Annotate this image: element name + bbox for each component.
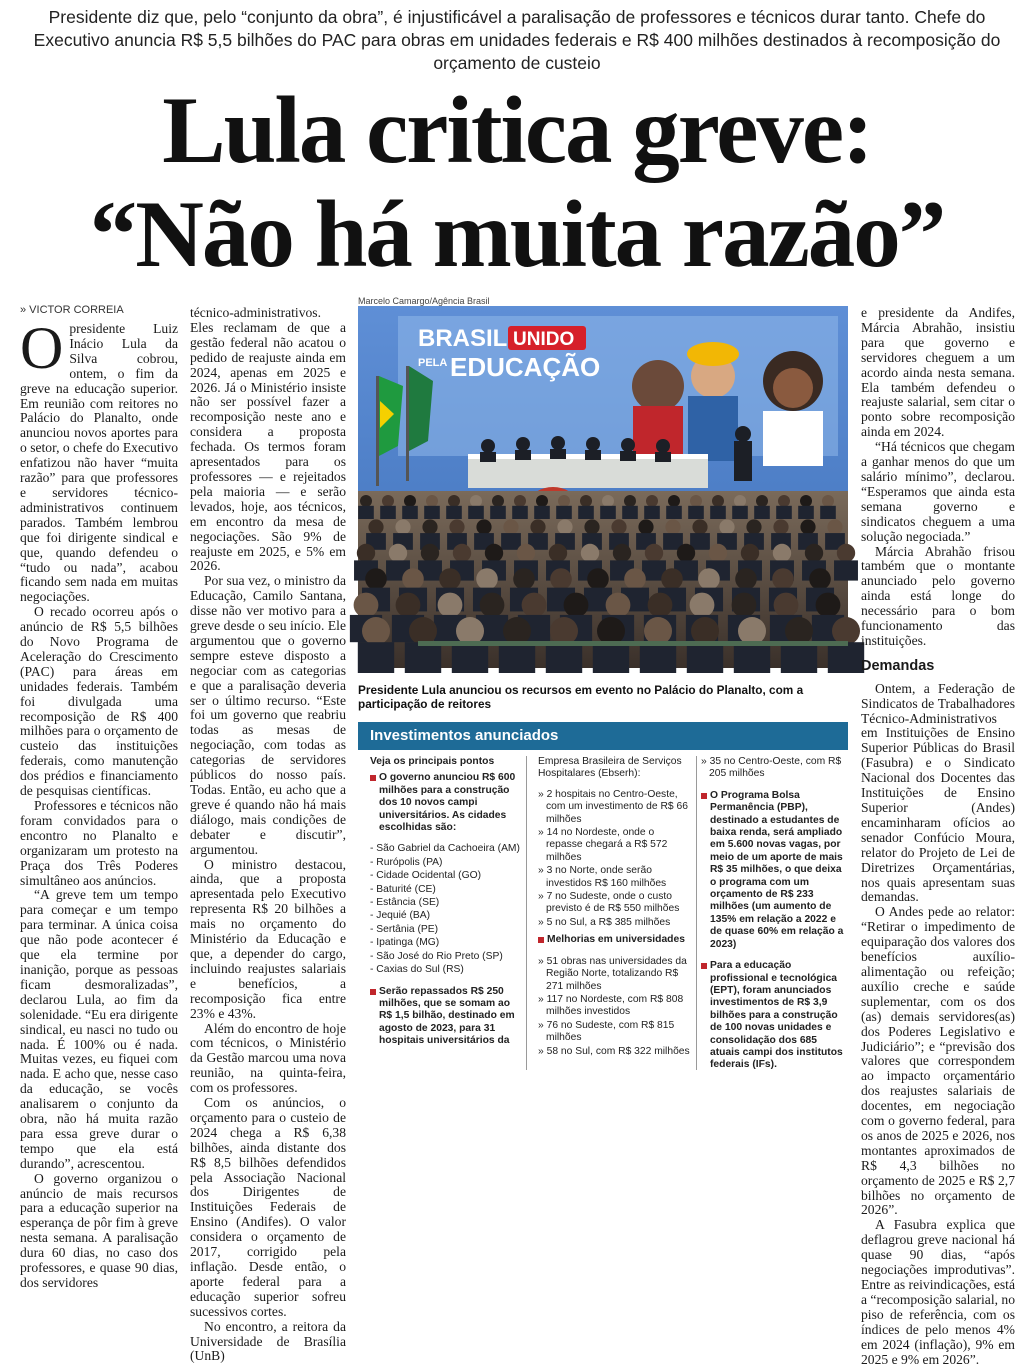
list-item: » 35 no Centro-Oeste, com R$ 205 milhões — [701, 756, 842, 780]
event-photo — [358, 306, 848, 668]
paragraph: O Andes pede ao relator: “Retirar o impedimento de equiparação dos valores dos benefícios auxílio-alimentação ou refeição; auxílio creche e saúde suplementar, com os dos (as) demais servidores(as) dos Poderes Legislativo e Judiciário”; e “previsão dos valores que correspondem ao impacto orçamentário dos reajustes salariais de docentes, em negociação com o governo federal, para os anos de 2025 e 2026, nos montantes aproximados de R$ 4,3 bilhões no orçamento de 2025 e R$ 2,7 bilhões no orçamento de 2026”. — [861, 904, 1015, 1218]
improvements-list — [538, 956, 693, 1058]
box-columns — [358, 750, 848, 1072]
paragraph: Márcia Abrahão frisou também que o montante anunciado pelo governo ainda está longe do necessário para o bom funcionamento das instituições. — [861, 543, 1015, 648]
list-item: - Estância (SE) — [370, 897, 440, 909]
banner-unido-text: UNIDO — [513, 329, 575, 350]
box-column-3 — [701, 756, 846, 1072]
paragraph: Ontem, a Federação de Sindicatos de Trabalhadores Técnico-Administrativos em Instituições de Ensino Superior Públicas do Brasil (Fasubra) e o Sindicato Nacional dos Docentes das Instituições de Ensino Superior (Andes) encaminharam ofícios ao senador Confúcio Moura, relator do Projeto de Lei de Diretrizes Orçamentárias, nos quais apresentam suas demandas. — [861, 680, 1015, 905]
photo-credit: Marcelo Camargo/Agência Brasil — [358, 296, 490, 306]
list-item: » 76 no Sudeste, com R$ 815 milhões — [538, 1019, 675, 1044]
paragraph: e presidente da Andifes, Márcia Abrahão, insistiu para que governo e servidores cheguem a um acordo ainda nesta semana. Ela também defendeu o reajuste salarial, sem citar o ponto sobre recomposição ainda em 2024. — [861, 305, 1015, 440]
divider — [696, 756, 697, 1070]
list-item: - Rurópolis (PA) — [370, 856, 443, 868]
drop-cap: O — [20, 315, 64, 381]
article-column-3 — [861, 305, 1015, 1367]
divider — [526, 756, 527, 1070]
paragraph: O governo organizou o anúncio de mais recursos para a educação superior na esperança de pôr fim à greve nesta semana. A paralisação dura 60 dias, no caso dos professores, e quase 90 dias, dos servidores — [20, 1170, 178, 1290]
paragraph: No encontro, a reitora da Universidade de Brasília (UnB) — [190, 1318, 346, 1364]
list-item: » 58 no Sul, com R$ 322 milhões — [538, 1045, 690, 1057]
list-item: » 7 no Sudeste, onde o custo previsto é de R$ 550 milhões — [538, 891, 680, 915]
list-item: - Caxias do Sul (RS) — [370, 964, 464, 976]
list-item: - Cidade Ocidental (GO) — [370, 870, 482, 882]
photo-caption: Presidente Lula anunciou os recursos em evento no Palácio do Planalto, com a participação de reitores — [358, 683, 804, 711]
list-item: - Ipatinga (MG) — [370, 937, 440, 949]
paragraph: Por sua vez, o ministro da Educação, Camilo Santana, disse não ver motivo para a greve desde o seu início. Ele argumentou que o governo sempre esteve disposto a negociar com as categorias e que a paralisação deveria ser o último recurso. “Este foi um governo que reabriu todas as mesas de negociação, com todas as categorias de servidores públicos do nosso país. Todas. Então, eu acho que a greve é quando não há mais diálogo, mais condições de debater e discutir”, argumentou. — [190, 573, 346, 857]
bullet-item: O governo anunciou R$ 600 milhões para a construção dos 10 novos campi universitários. As cidades escolhidas são: — [370, 772, 520, 834]
list-item: » 5 no Sul, a R$ 385 milhões — [538, 916, 671, 928]
list-item: » 51 obras nas universidades da Região Norte, totalizando R$ 271 milhões — [538, 955, 687, 992]
bullet-item: Serão repassados R$ 250 milhões, que se somam ao R$ 1,5 bilhão, destinado em agosto de 2023, para 31 hospitais universitários da — [370, 986, 520, 1048]
list-item: » 14 no Nordeste, onde o repasse chegará a R$ 572 milhões — [538, 827, 668, 863]
hospitals-list — [538, 789, 693, 929]
list-item: - Jequié (BA) — [370, 910, 431, 922]
list-item: - Baturité (CE) — [370, 883, 436, 895]
paragraph: O ministro destacou, ainda, que a proposta apresentada pelo Executivo representa R$ 20 bilhões a mais no orçamento do Ministério da Educação e que, a depender do cargo, incluindo reajustes salariais e benefícios, a recomposição fica entre 23% e 43%. — [190, 856, 346, 1021]
bullet-item: Para a educação profissional e tecnológica (EPT), foram anunciados investimentos de R$ 3,9 bilhões para a construção de 100 novas unidades e consolidação dos 685 atuais campi dos institutos federais (IFs). — [701, 960, 846, 1072]
cities-list — [370, 843, 520, 976]
headline-line-1: Lula critica greve: — [162, 77, 872, 183]
subhead: Presidente diz que, pelo “conjunto da obra”, é injustificável a paralisação de professores e técnicos durar tanto. Chefe do Executivo anuncia R$ 5,5 bilhões do PAC para obras em unidades federais e R$ 400 milhões destinados à recomposição do orçamento de custeio — [33, 7, 1001, 73]
list-item: - São Gabriel da Cachoeira (AM) — [370, 843, 520, 855]
box-column-2 — [538, 756, 693, 1072]
list-item: » 3 no Norte, onde serão investidos R$ 160 milhões — [538, 865, 667, 889]
paragraph: técnico-administrativos. Eles reclamam de que a gestão federal não acatou o pedido de reajuste ainda em 2024, apenas em 2025 e 2026. Já o Ministério insiste não ser possível fazer a recomposição neste ano e considera a proposta fechada. Os termos foram apresentados para os professores — e rejeitados pela maioria — e serão levados, hoje, aos técnicos, em encontro da mesa de negociações. São 9% de reajuste em 2025, e 5% em 2026. — [190, 305, 346, 574]
byline: » VICTOR CORREIA — [20, 304, 124, 316]
banner-brasil-text: BRASIL — [418, 325, 508, 352]
list-item: - São José do Rio Preto (SP) — [370, 950, 503, 962]
box-subhead: Veja os principais pontos — [370, 756, 495, 767]
list-item: - Sertânia (PE) — [370, 923, 439, 935]
bullet-item: O Programa Bolsa Permanência (PBP), destinado a estudantes de baixa renda, será ampliado em 5.600 novas vagas, por meio de um aporte de mais R$ 35 milhões, o que deixa o programa com um orçamento de R$ 233 milhões (um aumento de 135% em relação a 2022 e de quase 60% em relação a 2023) — [701, 790, 846, 951]
paragraph: “Há técnicos que chegam a ganhar menos do que um salário mínimo”, declarou. “Esperamos que ainda esta semana governo e sindicatos cheguem a uma solução negociada.” — [861, 439, 1015, 544]
box-column-1 — [370, 756, 520, 1072]
bullet-item: Melhorias em universidades — [538, 934, 693, 946]
paragraph: A Fasubra explica que deflagrou greve nacional há quase 90 dias, “após negociações improdutivas”. Entre as reivindicações, está a “recomposição salarial, no piso de referência, com os índices de pelo menos 4% em 2024 (inflação), 9% em 2025 e 9% em 2026”. — [861, 1217, 1015, 1367]
list-item: » 117 no Nordeste, com R$ 808 milhões investidos — [538, 993, 684, 1018]
headline-line-2: “Não há muita razão” — [89, 181, 945, 287]
paragraph: Opresidente Luiz Inácio Lula da Silva cobrou, ontem, o fim da greve na educação superior. Em reunião com reitores no Palácio do Planalto, onde anunciou novos aportes para o setor, o chefe do Executivo enfatizou não haver “muita razão” para que professores e servidores técnico-administrativos continuem parados. Também lembrou que foi dirigente sindical e que, quando defendeu o “tudo ou nada”, acabou ficando sem nada em muitas negociações. — [20, 315, 178, 605]
box-text: Empresa Brasileira de Serviços Hospitalares (Ebserh): — [538, 756, 682, 780]
banner-pela-text: PELA — [418, 357, 448, 369]
headline — [10, 78, 1024, 286]
article-column-1 — [20, 315, 178, 1290]
list-item: » 2 hospitais no Centro-Oeste, com um investimento de R$ 66 milhões — [538, 788, 688, 825]
paragraph: Professores e técnicos não foram convidados para o encontro no Planalto e organizaram um protesto na Praça dos Três Poderes simultâneo aos anúncios. — [20, 798, 178, 888]
paragraph: Além do encontro de hoje com técnicos, o Ministério da Gestão marcou uma nova reunião, na quinta-feira, com os professores. — [190, 1020, 346, 1096]
paragraph: “A greve tem um tempo para começar e um tempo para terminar. A única coisa que não pode acontecer é que ela termine por inanição, porque as pessoas ficam desmoralizadas”, declarou Lula, ao fim da solenidade. “Eu era dirigente sindical, eu nasci no tudo ou nada. É 100% ou é nada. Muitas vezes, eu fiquei com nada. E acho que, nesse caso da educação, se vocês analisarem o conjunto da obra, não há muita razão para essa greve durar o tempo que ela está durando”, acrescentou. — [20, 887, 178, 1171]
section-title: Demandas — [861, 657, 935, 674]
photo-illustration — [358, 306, 848, 668]
box-title: Investimentos anunciados — [358, 722, 848, 750]
article-column-2 — [190, 305, 346, 1364]
banner-educacao-text: EDUCAÇÃO — [450, 352, 601, 382]
investments-box — [358, 722, 848, 1072]
paragraph: Com os anúncios, o orçamento para o custeio de 2024 chega a R$ 6,38 bilhões, ainda distante dos R$ 8,5 bilhões defendidos pela Associação Nacional dos Dirigentes de Instituições Federais de Ensino (Andifes). O valor considera o orçamento de 2017, corrigido pela inflação. Desde então, o aporte federal para a educação superior sofreu sucessivos cortes. — [190, 1095, 346, 1319]
paragraph: O recado ocorreu após o anúncio de R$ 5,5 bilhões do Novo Programa de Aceleração do Crescimento (PAC) para áreas em unidades federais. Também foi divulgada uma recomposição de R$ 400 milhões para o orçamento de custeio das instituições federais, como manutenção dos prédios e financiamento de pesquisas científicas. — [20, 604, 178, 799]
